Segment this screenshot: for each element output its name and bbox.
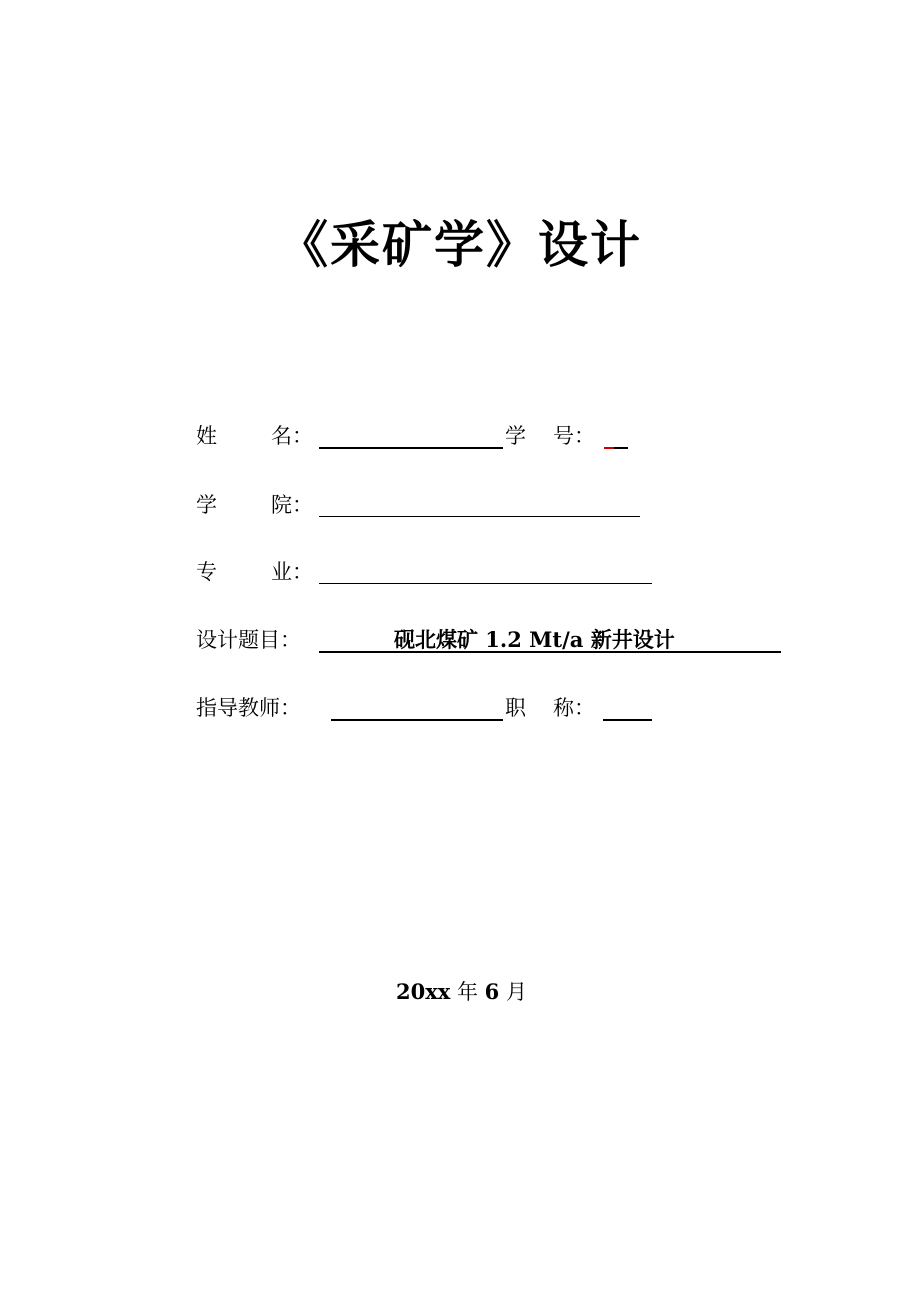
page-title: 《采矿学》设计 <box>278 215 642 274</box>
student-id-field[interactable] <box>614 447 628 449</box>
advisor-field[interactable] <box>331 719 503 721</box>
date-month: 6 <box>484 979 500 1004</box>
topic-value: 砚北煤矿 1.2 Mt/a 新井设计 <box>394 627 675 652</box>
college-label-char-2: 院： <box>271 493 313 517</box>
name-label-char-1: 姓 <box>196 424 217 448</box>
major-field[interactable] <box>319 583 652 584</box>
major-label-char-2: 业： <box>271 560 313 584</box>
date-month-unit: 月 <box>505 980 527 1004</box>
major-label-char-1: 专 <box>196 560 217 584</box>
rank-label-char-2: 称： <box>553 696 595 720</box>
advisor-label: 指导教师： <box>196 696 301 720</box>
date-year: 20xx <box>396 979 451 1004</box>
topic-label: 设计题目： <box>196 628 301 652</box>
college-label-char-1: 学 <box>196 493 217 517</box>
name-field[interactable] <box>319 447 503 449</box>
student-id-label-char-2: 号： <box>553 424 595 448</box>
date-line <box>396 977 527 1007</box>
student-id-label-char-1: 学 <box>505 424 526 448</box>
college-field[interactable] <box>319 516 640 517</box>
rank-field[interactable] <box>603 719 652 721</box>
rank-label-char-1: 职 <box>505 696 526 720</box>
date-year-unit: 年 <box>456 980 478 1004</box>
name-label-char-2: 名： <box>271 424 313 448</box>
student-id-field-red <box>604 447 614 449</box>
